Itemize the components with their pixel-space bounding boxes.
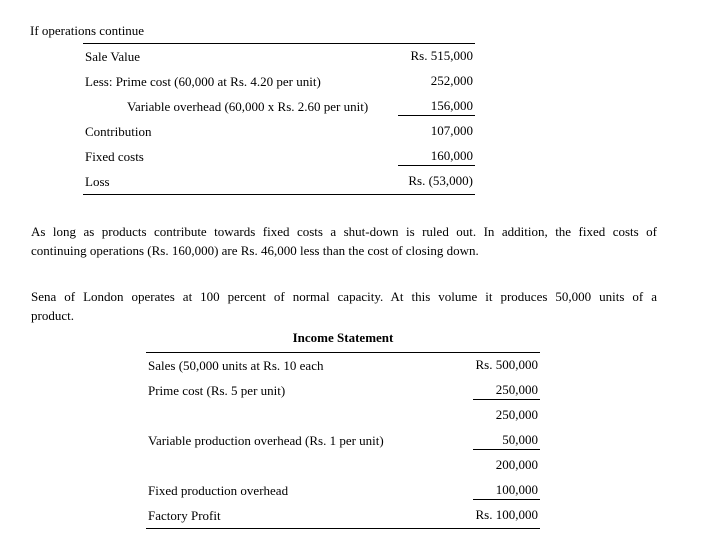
table-row [146, 428, 540, 453]
row-amount [473, 382, 540, 400]
paragraph-line: Sena of London operates at 100 percent of normal capacity. At this volume it produces 50,000 units of a [31, 289, 657, 304]
amount-value: 250,000 [495, 407, 538, 422]
income-statement-title: Income Statement [292, 330, 394, 345]
amount-value: 200,000 [495, 457, 538, 472]
row-label: Factory Profit [148, 507, 221, 523]
row-label: Contribution [85, 123, 152, 139]
table-row [83, 44, 475, 69]
row-label: Fixed costs [85, 148, 144, 164]
row-label: Fixed production overhead [148, 482, 289, 498]
row-amount [473, 357, 540, 374]
amount-value: 50,000 [473, 432, 540, 450]
row-amount [473, 482, 540, 500]
row-label: Less: Prime cost (60,000 at Rs. 4.20 per unit) [85, 73, 321, 89]
row-amount [398, 98, 475, 116]
paragraph-line: As long as products contribute towards fixed costs a shut-down is ruled out. In addition, the fixed costs of [31, 224, 657, 239]
row-label: Variable production overhead (Rs. 1 per unit) [148, 432, 384, 448]
table-row [146, 503, 540, 528]
amount-value: Rs. 500,000 [475, 357, 538, 372]
intro-line: If operations continue [30, 23, 145, 38]
row-amount [398, 123, 475, 140]
row-amount [398, 73, 475, 90]
income-statement-table [146, 352, 540, 529]
table-row [83, 69, 475, 94]
paragraph-sena [31, 287, 657, 325]
table-row [146, 403, 540, 428]
amount-value: 100,000 [473, 482, 540, 500]
row-label: Sale Value [85, 48, 140, 64]
row-amount [473, 507, 540, 524]
table-row [146, 478, 540, 503]
row-amount [473, 407, 540, 424]
amount-value: 252,000 [430, 73, 473, 88]
amount-value: 156,000 [398, 98, 475, 116]
amount-value: 160,000 [398, 148, 475, 166]
paragraph-line: product. [31, 308, 74, 323]
row-amount [398, 173, 475, 190]
row-amount [473, 457, 540, 474]
row-amount [473, 432, 540, 450]
amount-value: 250,000 [473, 382, 540, 400]
table-row [146, 378, 540, 403]
amount-value: Rs. 100,000 [475, 507, 538, 522]
row-amount [398, 48, 475, 65]
row-label: Variable overhead (60,000 x Rs. 2.60 per unit) [127, 98, 369, 114]
table-row [83, 119, 475, 144]
operations-table [83, 43, 475, 195]
row-label: Loss [85, 173, 110, 189]
table-row [83, 94, 475, 119]
table-row [83, 144, 475, 169]
row-label: Prime cost (Rs. 5 per unit) [148, 382, 286, 398]
table-row [146, 453, 540, 478]
amount-value: 107,000 [430, 123, 473, 138]
row-label: Sales (50,000 units at Rs. 10 each [148, 357, 324, 373]
amount-value: Rs. 515,000 [410, 48, 473, 63]
paragraph-line: continuing operations (Rs. 160,000) are Rs. 46,000 less than the cost of closing down. [31, 243, 479, 258]
table-row [146, 353, 540, 378]
table-row [83, 169, 475, 194]
row-amount [398, 148, 475, 166]
amount-value: Rs. (53,000) [408, 173, 473, 188]
paragraph-shutdown [31, 222, 657, 260]
